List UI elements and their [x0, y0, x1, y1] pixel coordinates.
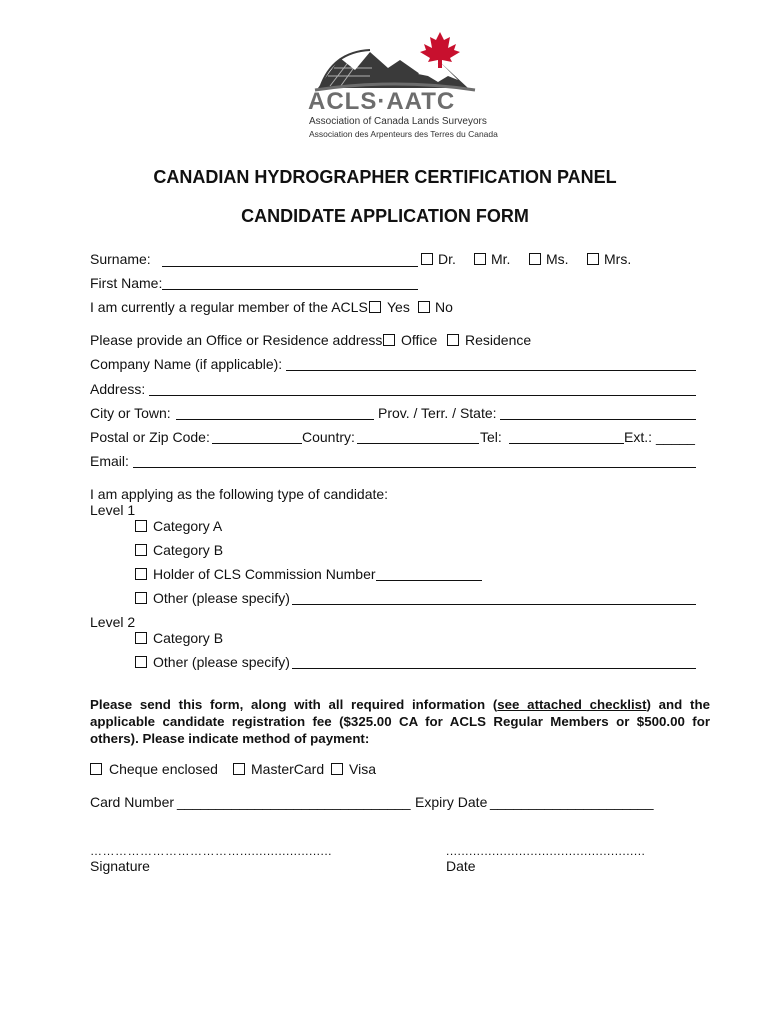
mastercard-label: MasterCard [251, 761, 325, 777]
level1-category-a-label: Category A [153, 518, 223, 534]
level1-category-a-checkbox[interactable] [135, 520, 147, 532]
first-name-label: First Name: [90, 275, 163, 291]
cheque-label: Cheque enclosed [109, 761, 218, 777]
visa-label: Visa [349, 761, 376, 777]
member-yes-checkbox[interactable] [369, 301, 381, 313]
member-question: I am currently a regular member of the ACLS [90, 299, 368, 315]
member-no-checkbox[interactable] [418, 301, 430, 313]
level2-other-checkbox[interactable] [135, 656, 147, 668]
country-label: Country: [302, 429, 355, 445]
level1-category-b-checkbox[interactable] [135, 544, 147, 556]
residence-label: Residence [465, 332, 532, 348]
title-ms-checkbox[interactable] [529, 253, 541, 265]
ext-field[interactable]: _____ [656, 429, 695, 445]
office-checkbox[interactable] [383, 334, 395, 346]
address-label: Address: [90, 381, 146, 397]
email-field[interactable] [133, 467, 696, 468]
card-number-label: Card Number [90, 794, 175, 810]
level1-heading: Level 1 [90, 502, 136, 518]
ext-label: Ext.: [624, 429, 653, 445]
level2-other-field[interactable] [292, 668, 696, 669]
postal-field[interactable] [212, 443, 302, 444]
expiry-label: Expiry Date [415, 794, 488, 810]
email-label: Email: [90, 453, 129, 469]
title-mr-label: Mr. [491, 251, 511, 267]
tel-label: Tel: [480, 429, 502, 445]
prov-field[interactable] [500, 419, 696, 420]
member-no-label: No [435, 299, 453, 315]
country-field[interactable] [357, 443, 479, 444]
address-field[interactable] [149, 395, 696, 396]
level1-other-checkbox[interactable] [135, 592, 147, 604]
logo-line-french: Association des Arpenteurs des Terres du Canada [309, 129, 498, 139]
logo-wordmark: ACLS·AATC [308, 88, 456, 115]
date-line[interactable]: .................................................... [446, 844, 646, 858]
company-label: Company Name (if applicable): [90, 356, 283, 372]
title-mrs-label: Mrs. [604, 251, 632, 267]
visa-checkbox[interactable] [331, 763, 343, 775]
cls-commission-number-field[interactable] [376, 580, 482, 581]
page-subtitle: CANDIDATE APPLICATION FORM [241, 206, 529, 226]
checklist-link[interactable]: see attached checklist [497, 697, 647, 712]
tel-field[interactable] [509, 443, 624, 444]
logo-line-english: Association of Canada Lands Surveyors [309, 116, 487, 127]
address-type-question: Please provide an Office or Residence address [90, 332, 383, 348]
title-mr-checkbox[interactable] [474, 253, 486, 265]
mastercard-checkbox[interactable] [233, 763, 245, 775]
surname-label: Surname: [90, 251, 151, 267]
level2-heading: Level 2 [90, 614, 136, 630]
title-dr-label: Dr. [438, 251, 456, 267]
level1-cls-holder-label: Holder of CLS Commission Number [153, 566, 376, 582]
level1-other-field[interactable] [292, 604, 696, 605]
title-dr-checkbox[interactable] [421, 253, 433, 265]
card-number-field[interactable]: ______________________________ [177, 794, 411, 810]
office-label: Office [401, 332, 438, 348]
first-name-field[interactable] [162, 289, 418, 290]
city-field[interactable] [176, 419, 374, 420]
member-yes-label: Yes [387, 299, 410, 315]
level2-category-b-label: Category B [153, 630, 224, 646]
title-ms-label: Ms. [546, 251, 569, 267]
acls-aatc-logo [300, 30, 498, 150]
signature-line[interactable]: ………………………………........................ [90, 844, 333, 858]
page-title: CANADIAN HYDROGRAPHER CERTIFICATION PANEL [153, 167, 617, 187]
date-label: Date [446, 858, 476, 874]
cheque-checkbox[interactable] [90, 763, 102, 775]
surname-field[interactable] [162, 266, 418, 267]
signature-label: Signature [90, 858, 150, 874]
level2-category-b-checkbox[interactable] [135, 632, 147, 644]
level1-other-label: Other (please specify) [153, 590, 290, 606]
level1-category-b-label: Category B [153, 542, 224, 558]
title-mrs-checkbox[interactable] [587, 253, 599, 265]
payment-instructions: Please send this form, along with all required information (see attached checklist) and the applicable candidate registration fee ($325.00 CA for ACLS Regular Members or $500.00 for others). Please indicate method of payment: [90, 697, 710, 746]
level1-cls-holder-checkbox[interactable] [135, 568, 147, 580]
residence-checkbox[interactable] [447, 334, 459, 346]
candidate-intro: I am applying as the following type of candidate: [90, 486, 389, 502]
city-label: City or Town: [90, 405, 171, 421]
company-field[interactable] [286, 370, 696, 371]
postal-label: Postal or Zip Code: [90, 429, 210, 445]
expiry-field[interactable]: _____________________ [490, 794, 654, 810]
prov-label: Prov. / Terr. / State: [378, 405, 497, 421]
level2-other-label: Other (please specify) [153, 654, 290, 670]
